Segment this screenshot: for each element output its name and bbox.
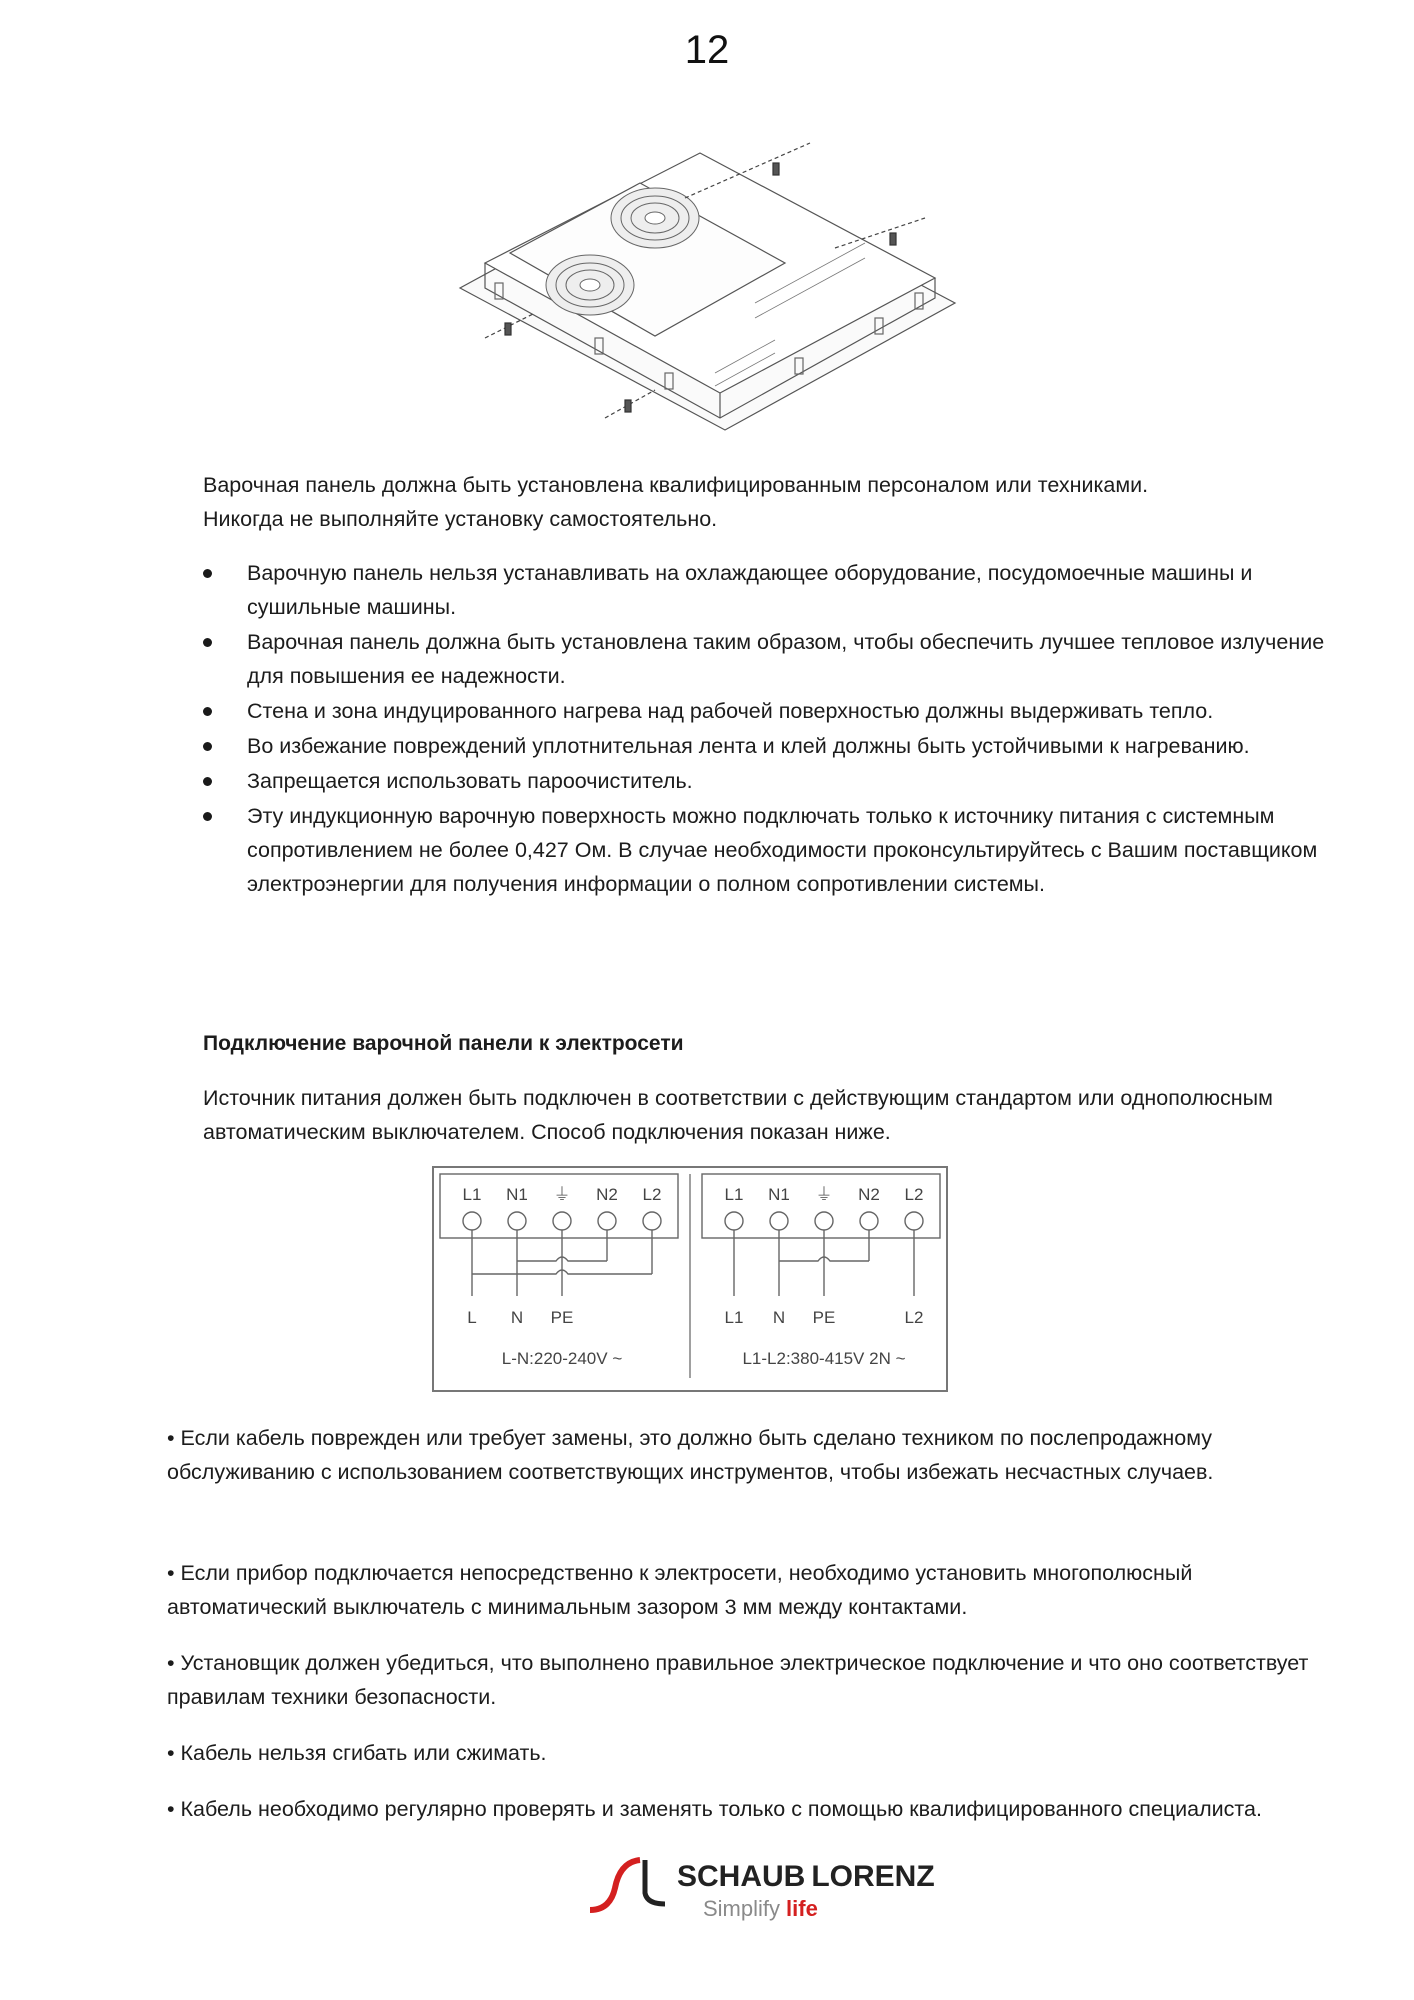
- logo-tagline-simplify: Simplify: [703, 1896, 781, 1921]
- logo-dark-swoosh-icon: [645, 1860, 665, 1904]
- left-output-label: PE: [550, 1308, 574, 1327]
- section-heading: Подключение варочной панели к электросети: [203, 1032, 684, 1055]
- bullet-icon: [203, 707, 212, 716]
- wiring-diagram: [432, 1166, 948, 1392]
- left-voltage-caption: L-N:220-240V ~: [501, 1349, 623, 1368]
- right-output-label: L1: [724, 1308, 744, 1327]
- svg-text:SCHAUBLORENZ: [677, 1860, 935, 1893]
- bullet-icon: [203, 569, 212, 578]
- brand-logo: [585, 1848, 945, 1928]
- bullet-icon: [203, 742, 212, 751]
- cable-note-3: • Установщик должен убедиться, что выполнено правильное электрическое подключение и что оно соответствует правилам техники безопасности.: [167, 1651, 1309, 1709]
- cable-note-2: • Если прибор подключается непосредственно к электросети, необходимо установить многополюсный автоматический выключатель с минимальным зазором 3 мм между контактами.: [167, 1561, 1193, 1619]
- right-output-label: PE: [812, 1308, 836, 1327]
- left-output-label: N: [510, 1308, 524, 1327]
- left-terminal-label: N2: [596, 1185, 618, 1204]
- right-voltage-caption: L1-L2:380-415V 2N ~: [742, 1349, 906, 1368]
- cable-note-1: • Если кабель поврежден или требует замены, это должно быть сделано техником по послепродажному обслуживанию с использованием соответствующих инструментов, чтобы избежать несчастных случаев.: [167, 1426, 1214, 1484]
- intro-line-2: Никогда не выполняйте установку самостоятельно.: [203, 507, 718, 531]
- left-terminal-label: L2: [642, 1185, 662, 1204]
- logo-tagline-life: life: [786, 1896, 818, 1921]
- right-terminal-label: N1: [768, 1185, 790, 1204]
- ground-icon: ⏚: [553, 1185, 571, 1204]
- list-item: Во избежание повреждений уплотнительная лента и клей должны быть устойчивыми к нагреванию.: [203, 729, 1333, 763]
- left-terminals: [463, 1212, 661, 1230]
- hob-installation-figure: [455, 128, 975, 440]
- list-item: Стена и зона индуцированного нагрева над рабочей поверхностью должны выдерживать тепло.: [203, 694, 1333, 728]
- right-output-label: N: [772, 1308, 786, 1327]
- logo-brand-lorenz: LORENZ: [811, 1860, 935, 1893]
- intro-line-1: Варочная панель должна быть установлена квалифицированным персоналом или техниками.: [203, 473, 1149, 497]
- left-terminal-label: N1: [506, 1185, 528, 1204]
- right-terminal-label: N2: [858, 1185, 880, 1204]
- svg-text:Simplifylife: [703, 1896, 818, 1921]
- right-terminal-label: L1: [724, 1185, 744, 1204]
- intro-paragraph: [203, 468, 1323, 536]
- bullet-icon: [203, 777, 212, 786]
- ground-icon: ⏚: [815, 1185, 833, 1204]
- list-item: Запрещается использовать пароочиститель.: [203, 764, 1333, 798]
- left-terminal-label: L1: [462, 1185, 482, 1204]
- page-number: 12: [684, 28, 730, 72]
- section-paragraph: Источник питания должен быть подключен в соответствии с действующим стандартом или однополюсным автоматическим выключателем. Способ подключения показан ниже.: [203, 1086, 1273, 1144]
- cable-note-4: • Кабель нельзя сгибать или сжимать.: [167, 1741, 547, 1765]
- cable-note-5: • Кабель необходимо регулярно проверять и заменять только с помощью квалифицированного специалиста.: [167, 1797, 1262, 1821]
- bullet-icon: [203, 638, 212, 647]
- list-item: Варочную панель нельзя устанавливать на охлаждающее оборудование, посудомоечные машины и сушильные машины.: [203, 556, 1333, 624]
- right-output-label: L2: [904, 1308, 924, 1327]
- logo-red-swoosh-icon: [590, 1860, 640, 1910]
- bullet-icon: [203, 812, 212, 821]
- logo-brand-schaub: SCHAUB: [677, 1860, 806, 1893]
- left-output-label: L: [467, 1308, 477, 1327]
- installation-bullet-list: [203, 556, 1333, 902]
- right-terminal-label: L2: [904, 1185, 924, 1204]
- list-item: Варочная панель должна быть установлена таким образом, чтобы обеспечить лучшее тепловое излучение для повышения ее надежности.: [203, 625, 1333, 693]
- list-item: Эту индукционную варочную поверхность можно подключать только к источнику питания с системным сопротивлением не более 0,427 Ом. В случае необходимости проконсультируйтесь с Вашим поставщиком электроэнергии для получения информации о полном сопротивлении системы.: [203, 799, 1333, 901]
